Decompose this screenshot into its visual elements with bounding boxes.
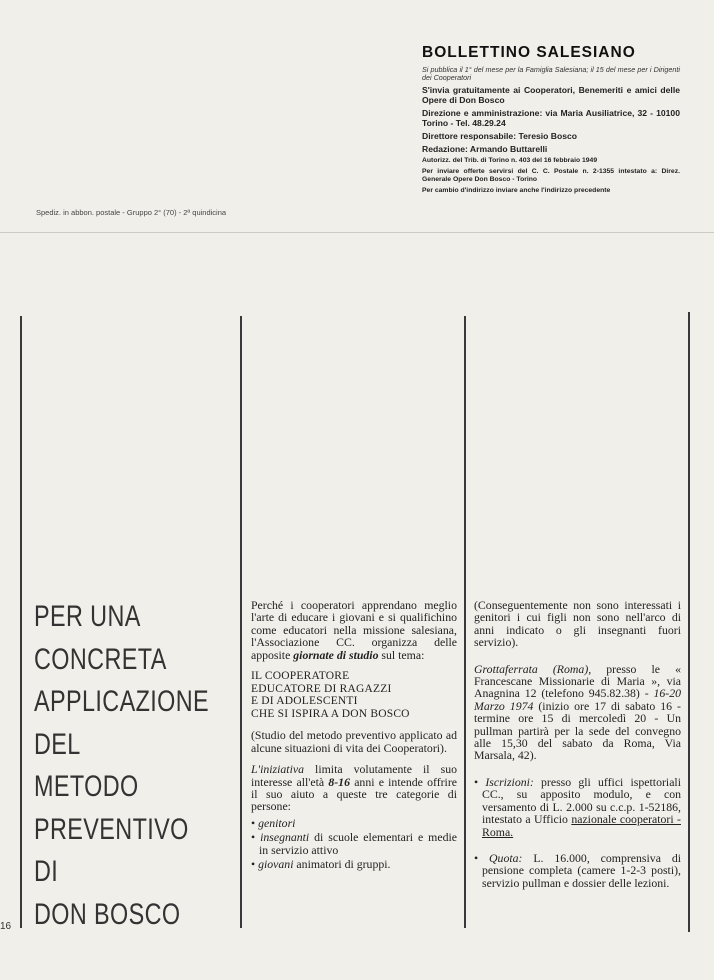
title-line: DON BOSCO [34, 897, 181, 931]
title-line: APPLICAZIONE [34, 685, 210, 718]
editorial-note: Redazione: Armando Buttarelli [422, 144, 548, 154]
list-item: • genitori [251, 817, 457, 829]
consequence-note: (Conseguentemente non sono interessati i genitori i cui figli non sono nell'arco di anni indicato o gli insegnanti fuori servizio). [474, 598, 681, 650]
intro-paragraph: Perché i cooperatori apprendano meglio l'arte di educare i giovani e si qualifichino come educatori nella missione salesiana, l'Associazione CC. organizza delle apposite giornate di studio sul tema: [251, 598, 457, 662]
location-paragraph: Grottaferrata (Roma), presso le « Francescane Missionarie di Maria », via Anagnina 12 (telefono 945.82.38) - 16-20 Marzo 1974 (inizio ore 17 di sabato 16 - termine ore 15 di mercoledì 20 - Un pullman partirà per la sede del convegno alle 15,30 del sabato da Roma, Via Marsala, 42). [474, 661, 681, 763]
title-line: PREVENTIVO [34, 812, 189, 846]
theme-heading: IL COOPERATORE EDUCATORE DI RAGAZZI E DI ADOLESCENTI CHE SI ISPIRA A DON BOSCO [251, 670, 410, 720]
column-rule-middle [240, 316, 242, 928]
list-item: • giovani animatori di gruppi. [251, 858, 457, 870]
list-item: • insegnanti di scuole elementari e medie in servizio attivo [251, 831, 457, 856]
column-rule-edge [688, 312, 690, 932]
postal-note: Spediz. in abbon. postale - Gruppo 2° (70) - 2ª quindicina [36, 208, 227, 217]
title-line: DI [34, 855, 59, 888]
distribution-note: S'invia gratuitamente ai Cooperatori, Benemeriti e amici delle Opere di Don Bosco [422, 85, 680, 105]
initiative-paragraph: L'iniziativa limita volutamente il suo interesse all'età 8-16 anni e intende offrire il suo aiuto a queste tre categorie di persone: [251, 762, 457, 814]
registration-item: • Iscrizioni: presso gli uffici ispettoriali CC., su apposito modulo, e con versamento di L. 2.000 su c.c.p. 1-52186, intestato a Ufficio nazionale cooperatori - Roma. [474, 776, 681, 838]
page-number: 16 [0, 921, 12, 932]
study-note: (Studio del metodo preventivo applicato ad alcune situazioni di vita dei Cooperatori). [251, 728, 457, 755]
article-title [34, 596, 210, 936]
column-rule-left [20, 316, 22, 928]
column-right [474, 599, 681, 891]
fee-item: • Quota: L. 16.000, comprensiva di pensione completa (camere 1-2-3 posti), servizio pullman e dossier delle lezioni. [474, 852, 681, 889]
header-divider [0, 232, 714, 233]
authorization-note: Autorizz. del Trib. di Torino n. 403 del 16 febbraio 1949 [422, 157, 598, 164]
title-line: DEL [34, 727, 81, 761]
offers-note: Per inviare offerte servirsi del C. C. Postale n. 2-1355 intestato a: Direz. Generale Opere Don Bosco - Torino [422, 168, 680, 183]
column-rule-right [464, 316, 466, 928]
publication-title: BOLLETTINO SALESIANO [422, 44, 636, 61]
title-line: CONCRETA [34, 642, 167, 676]
title-line: PER UNA [34, 600, 141, 633]
publishing-note: Si pubblica il 1° del mese per la Famiglia Salesiana; il 15 del mese per i Dirigenti dei Cooperatori [422, 65, 680, 82]
director-note: Direttore responsabile: Teresio Bosco [422, 131, 578, 141]
title-line: METODO [34, 770, 139, 803]
address-change-note: Per cambio d'indirizzo inviare anche l'indirizzo precedente [422, 187, 611, 194]
masthead [422, 44, 680, 198]
column-middle [251, 599, 457, 872]
address-note: Direzione e amministrazione: via Maria Ausiliatrice, 32 - 10100 Torino - Tel. 48.29.24 [422, 108, 680, 128]
